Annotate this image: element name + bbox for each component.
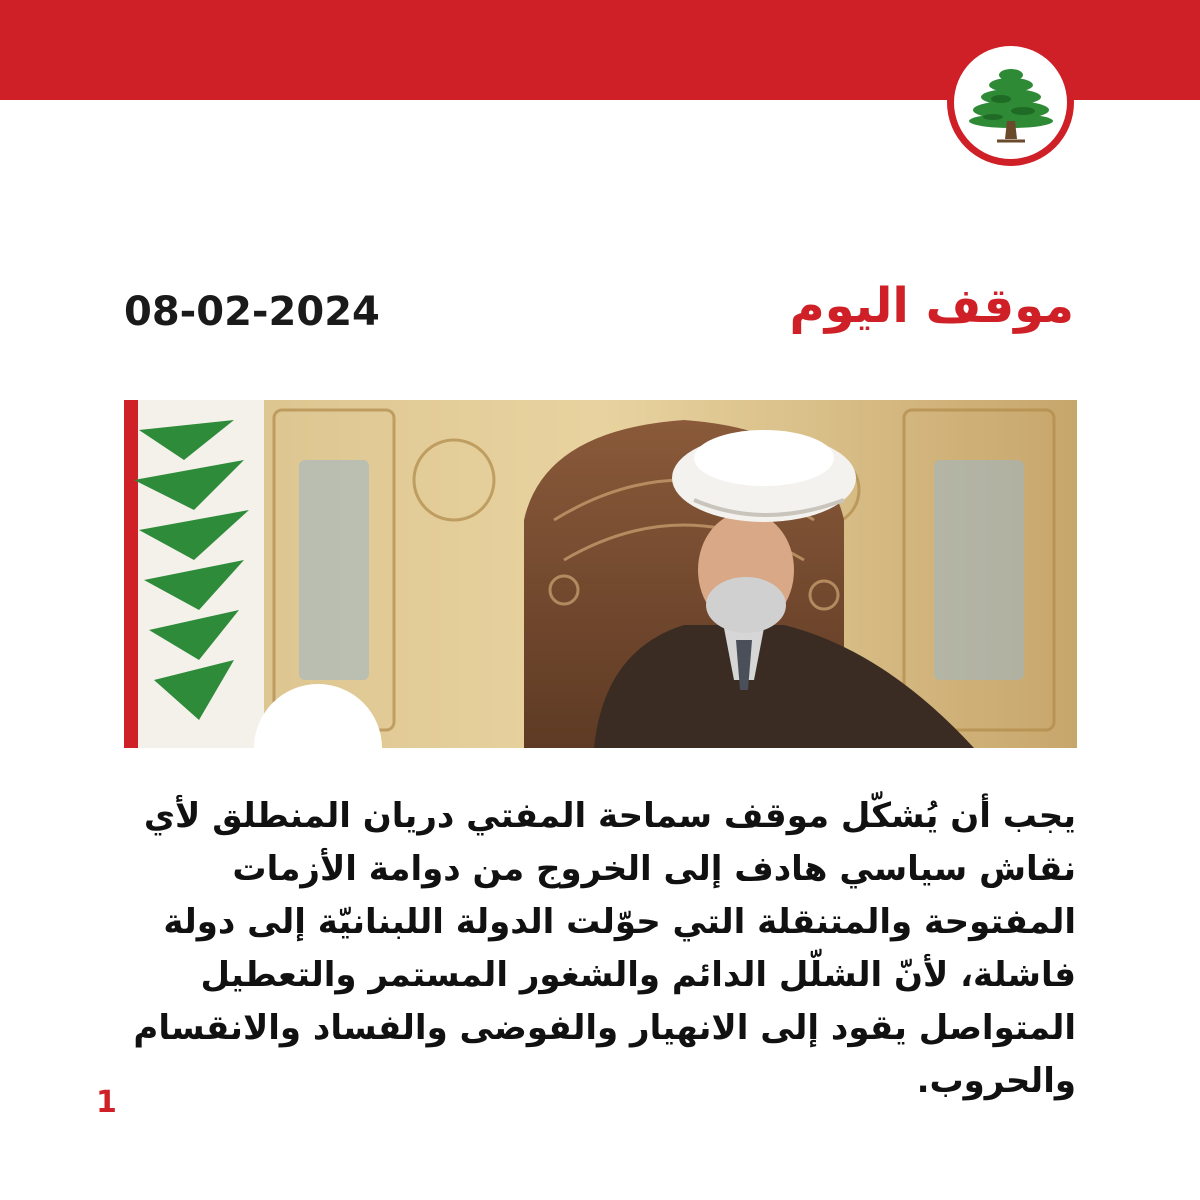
cedar-tree-icon bbox=[963, 55, 1059, 151]
statement-text: يجب أن يُشكّل موقف سماحة المفتي دريان المنطلق لأي نقاش سياسي هادف إلى الخروج من دوامة الأزمات المفتوحة والمتنقلة التي حوّلت الدولة اللبنانيّة إلى دولة فاشلة، لأنّ الشلّل الدائم والشغور المستمر والتعطيل المتواصل يقود إلى الانهيار والفوضى والفساد والانقسام والحروب. bbox=[133, 796, 1076, 1101]
post-date: 08-02-2024 bbox=[124, 289, 380, 335]
page-number: 1 bbox=[96, 1085, 117, 1120]
portrait-photo bbox=[124, 400, 1077, 748]
post-heading: موقف اليوم bbox=[789, 278, 1074, 334]
party-logo bbox=[947, 39, 1074, 166]
